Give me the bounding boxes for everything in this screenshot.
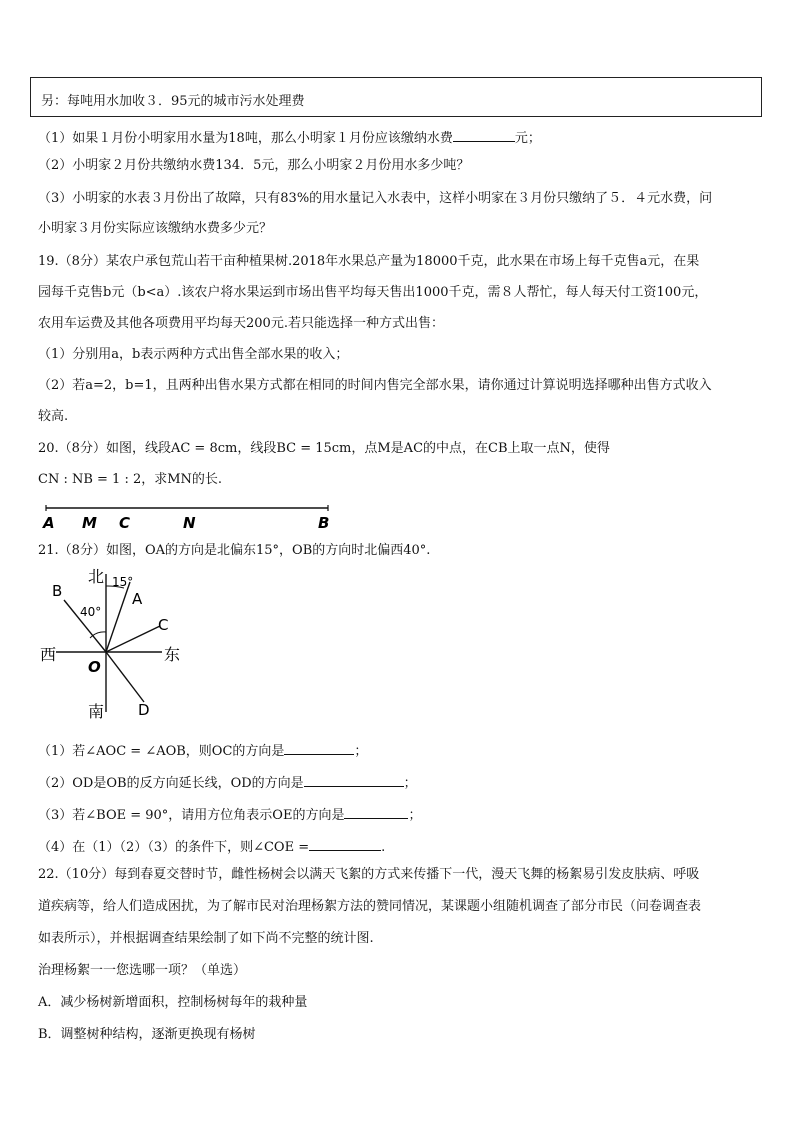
answer-blank[interactable] — [309, 836, 381, 851]
q20-line1: 20.（8分）如图，线段AC = 8cm，线段BC = 15cm，点M是AC的中点，在CB上取一点N，使得 — [38, 441, 610, 456]
point-b-label: B — [318, 514, 330, 532]
q19-line1: 19.（8分）某农户承包荒山若干亩种植果树.2018年水果总产量为18000千克，此水果在市场上每千克售a元，在果 — [38, 254, 700, 269]
q18-part3-line2: 小明家３月份实际应该缴纳水费多少元？ — [38, 221, 273, 236]
q21-part2 — [38, 772, 417, 793]
q19-line3: 农用车运费及其他各项费用平均每天200元.若只能选择一种方式出售： — [38, 316, 444, 331]
survey-option-a: A．减少杨树新增面积，控制杨树每年的栽种量 — [38, 995, 308, 1010]
q21-part4-text: （4）在（1）（2）（3）的条件下，则∠COE = — [38, 840, 310, 855]
point-c-label: C — [158, 616, 169, 634]
angle-15-label: 15° — [112, 575, 134, 589]
note-box — [30, 77, 762, 117]
q21-part4 — [38, 836, 385, 857]
origin-o-label: O — [88, 658, 101, 676]
q19-part2-line2: 较高. — [38, 409, 69, 424]
q21-part2-end: ； — [403, 776, 417, 791]
q19-line2: 园每千克售b元（b<a）.该农户将水果运到市场出售平均每天售出1000千克，需８人帮忙，每人每天付工资100元， — [38, 285, 708, 300]
q21-part3 — [38, 804, 421, 825]
survey-option-b: B．调整树种结构，逐渐更换现有杨树 — [38, 1027, 256, 1042]
q19-part2-line1: （2）若a=2，b=1，且两种出售水果方式都在相同的时间内售完全部水果，请你通过计算说明选择哪种出售方式收入 — [38, 378, 712, 393]
q21-part1-end: ； — [354, 744, 368, 759]
q21-part3-text: （3）若∠BOE = 90°，请用方位角表示OE的方向是 — [38, 808, 345, 823]
q21-part2-text: （2）OD是OB的反方向延长线，OD的方向是 — [38, 776, 304, 791]
q21-part3-end: ； — [408, 808, 422, 823]
answer-blank[interactable] — [453, 127, 515, 142]
q21-part4-end: . — [381, 840, 386, 855]
q21-part1 — [38, 740, 367, 761]
q18-part1-unit: 元； — [514, 131, 541, 146]
q18-part2: （2）小明家２月份共缴纳水费134．5元，那么小明家２月份用水多少吨？ — [38, 158, 470, 173]
survey-title: 治理杨絮一一您选哪一项？（单选） — [38, 963, 247, 978]
q22-line3: 如表所示），并根据调查结果绘制了如下尚不完整的统计图. — [38, 931, 374, 946]
q18-part1-text: （1）如果１月份小明家用水量为18吨，那么小明家１月份应该缴纳水费 — [38, 131, 453, 146]
point-b-label: B — [52, 582, 63, 600]
q21-line1: 21.（8分）如图，OA的方向是北偏东15°，OB的方向时北偏西40°. — [38, 543, 431, 558]
point-a-label: A — [132, 590, 143, 608]
q22-line1: 22.（10分）每到春夏交替时节，雌性杨树会以满天飞絮的方式来传播下一代，漫天飞舞的杨絮易引发皮肤病、呼吸 — [38, 867, 700, 882]
segment-figure — [38, 500, 338, 534]
direction-figure — [36, 562, 186, 726]
answer-blank[interactable] — [304, 772, 404, 787]
q18-part3-line1: （3）小明家的水表３月份出了故障，只有83%的用水量记入水表中，这样小明家在３月份只缴纳了５．４元水费，问 — [38, 191, 713, 206]
angle-40-label: 40° — [80, 605, 102, 619]
west-label: 西 — [40, 645, 57, 664]
point-m-label: M — [82, 514, 97, 532]
q18-part1 — [38, 127, 541, 148]
answer-blank[interactable] — [344, 804, 408, 819]
ray-od — [106, 652, 144, 702]
north-label: 北 — [88, 567, 105, 586]
east-label: 东 — [164, 645, 181, 664]
q19-part1: （1）分别用a，b表示两种方式出售全部水果的收入； — [38, 347, 349, 362]
q21-part1-text: （1）若∠AOC = ∠AOB，则OC的方向是 — [38, 744, 285, 759]
q20-line2: CN : NB = 1 : 2，求MN的长. — [38, 472, 223, 487]
south-label: 南 — [88, 702, 105, 721]
note-text: 另：每吨用水加收３．95元的城市污水处理费 — [41, 94, 305, 109]
q22-line2: 道疾病等，给人们造成困扰，为了解市民对治理杨絮方法的赞同情况，某课题小组随机调查了部分市民（问卷调查表 — [38, 899, 702, 914]
point-n-label: N — [183, 514, 196, 532]
point-a-label: A — [43, 514, 55, 532]
answer-blank[interactable] — [284, 740, 354, 755]
point-d-label: D — [138, 701, 150, 719]
point-c-label: C — [119, 514, 131, 532]
